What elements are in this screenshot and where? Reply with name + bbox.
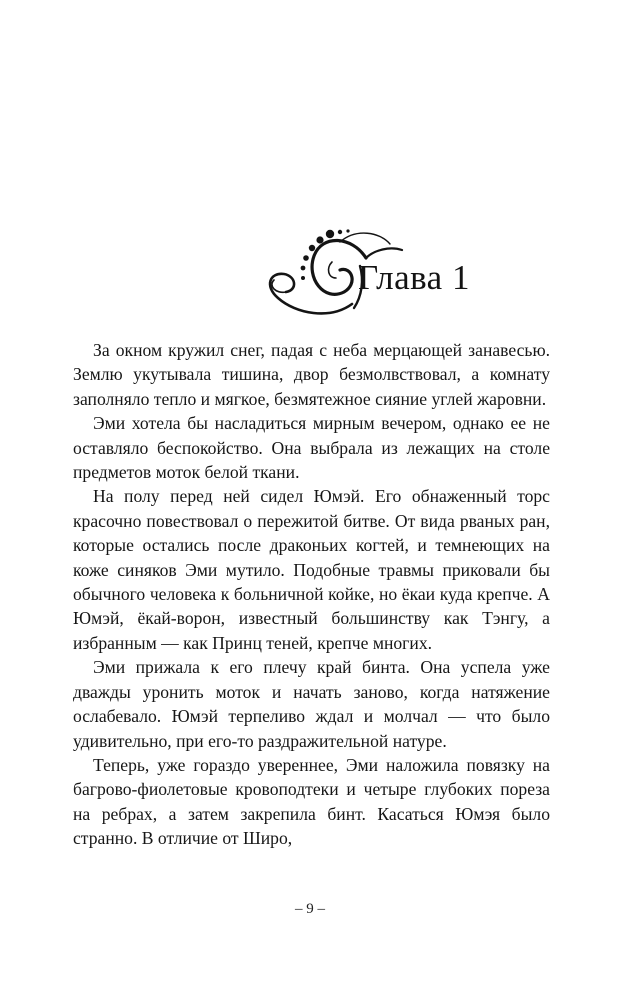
chapter-heading bbox=[240, 222, 540, 337]
paragraph: На полу перед ней сидел Юмэй. Его обнаженный торс красочно повествовал о пережитой битве. От вида рваных ран, которые остались после драконьих когтей, и темнеющих на коже синяков Эми мутило. Подобные травмы приковали бы обычного человека к больничной койке, но ёкаи куда крепче. А Юмэй, ёкай-ворон, известный большинству как Тэнгу, а избранным — как Принц теней, крепче многих. bbox=[73, 486, 550, 653]
paragraph: Эми прижала к его плечу край бинта. Она успела уже дважды уронить моток и начать заново, когда натяжение ослабевало. Юмэй терпеливо ждал и молчал — что было удивительно, при его-то раздражительной натуре. bbox=[73, 657, 550, 751]
page-number: – 9 – bbox=[295, 901, 325, 917]
paragraph: За окном кружил снег, падая с неба мерцающей занавесью. Землю укутывала тишина, двор безмолвствовал, а комнату заполняло тепло и мягкое, безмятежное сияние углей жаровни. bbox=[73, 340, 550, 409]
chapter-title: Глава 1 bbox=[358, 258, 470, 297]
chapter-body bbox=[73, 338, 550, 851]
paragraph: Теперь, уже гораздо увереннее, Эми наложила повязку на багрово-фиолетовые кровоподтеки и четыре глубоких пореза на ребрах, а затем закрепила бинт. Касаться Юмэя было странно. В отличие от Широ, bbox=[73, 754, 550, 849]
paragraph: Эми хотела бы насладиться мирным вечером, однако ее не оставляло беспокойство. Она выбрала из лежащих на столе предметов моток белой ткани. bbox=[73, 413, 550, 483]
